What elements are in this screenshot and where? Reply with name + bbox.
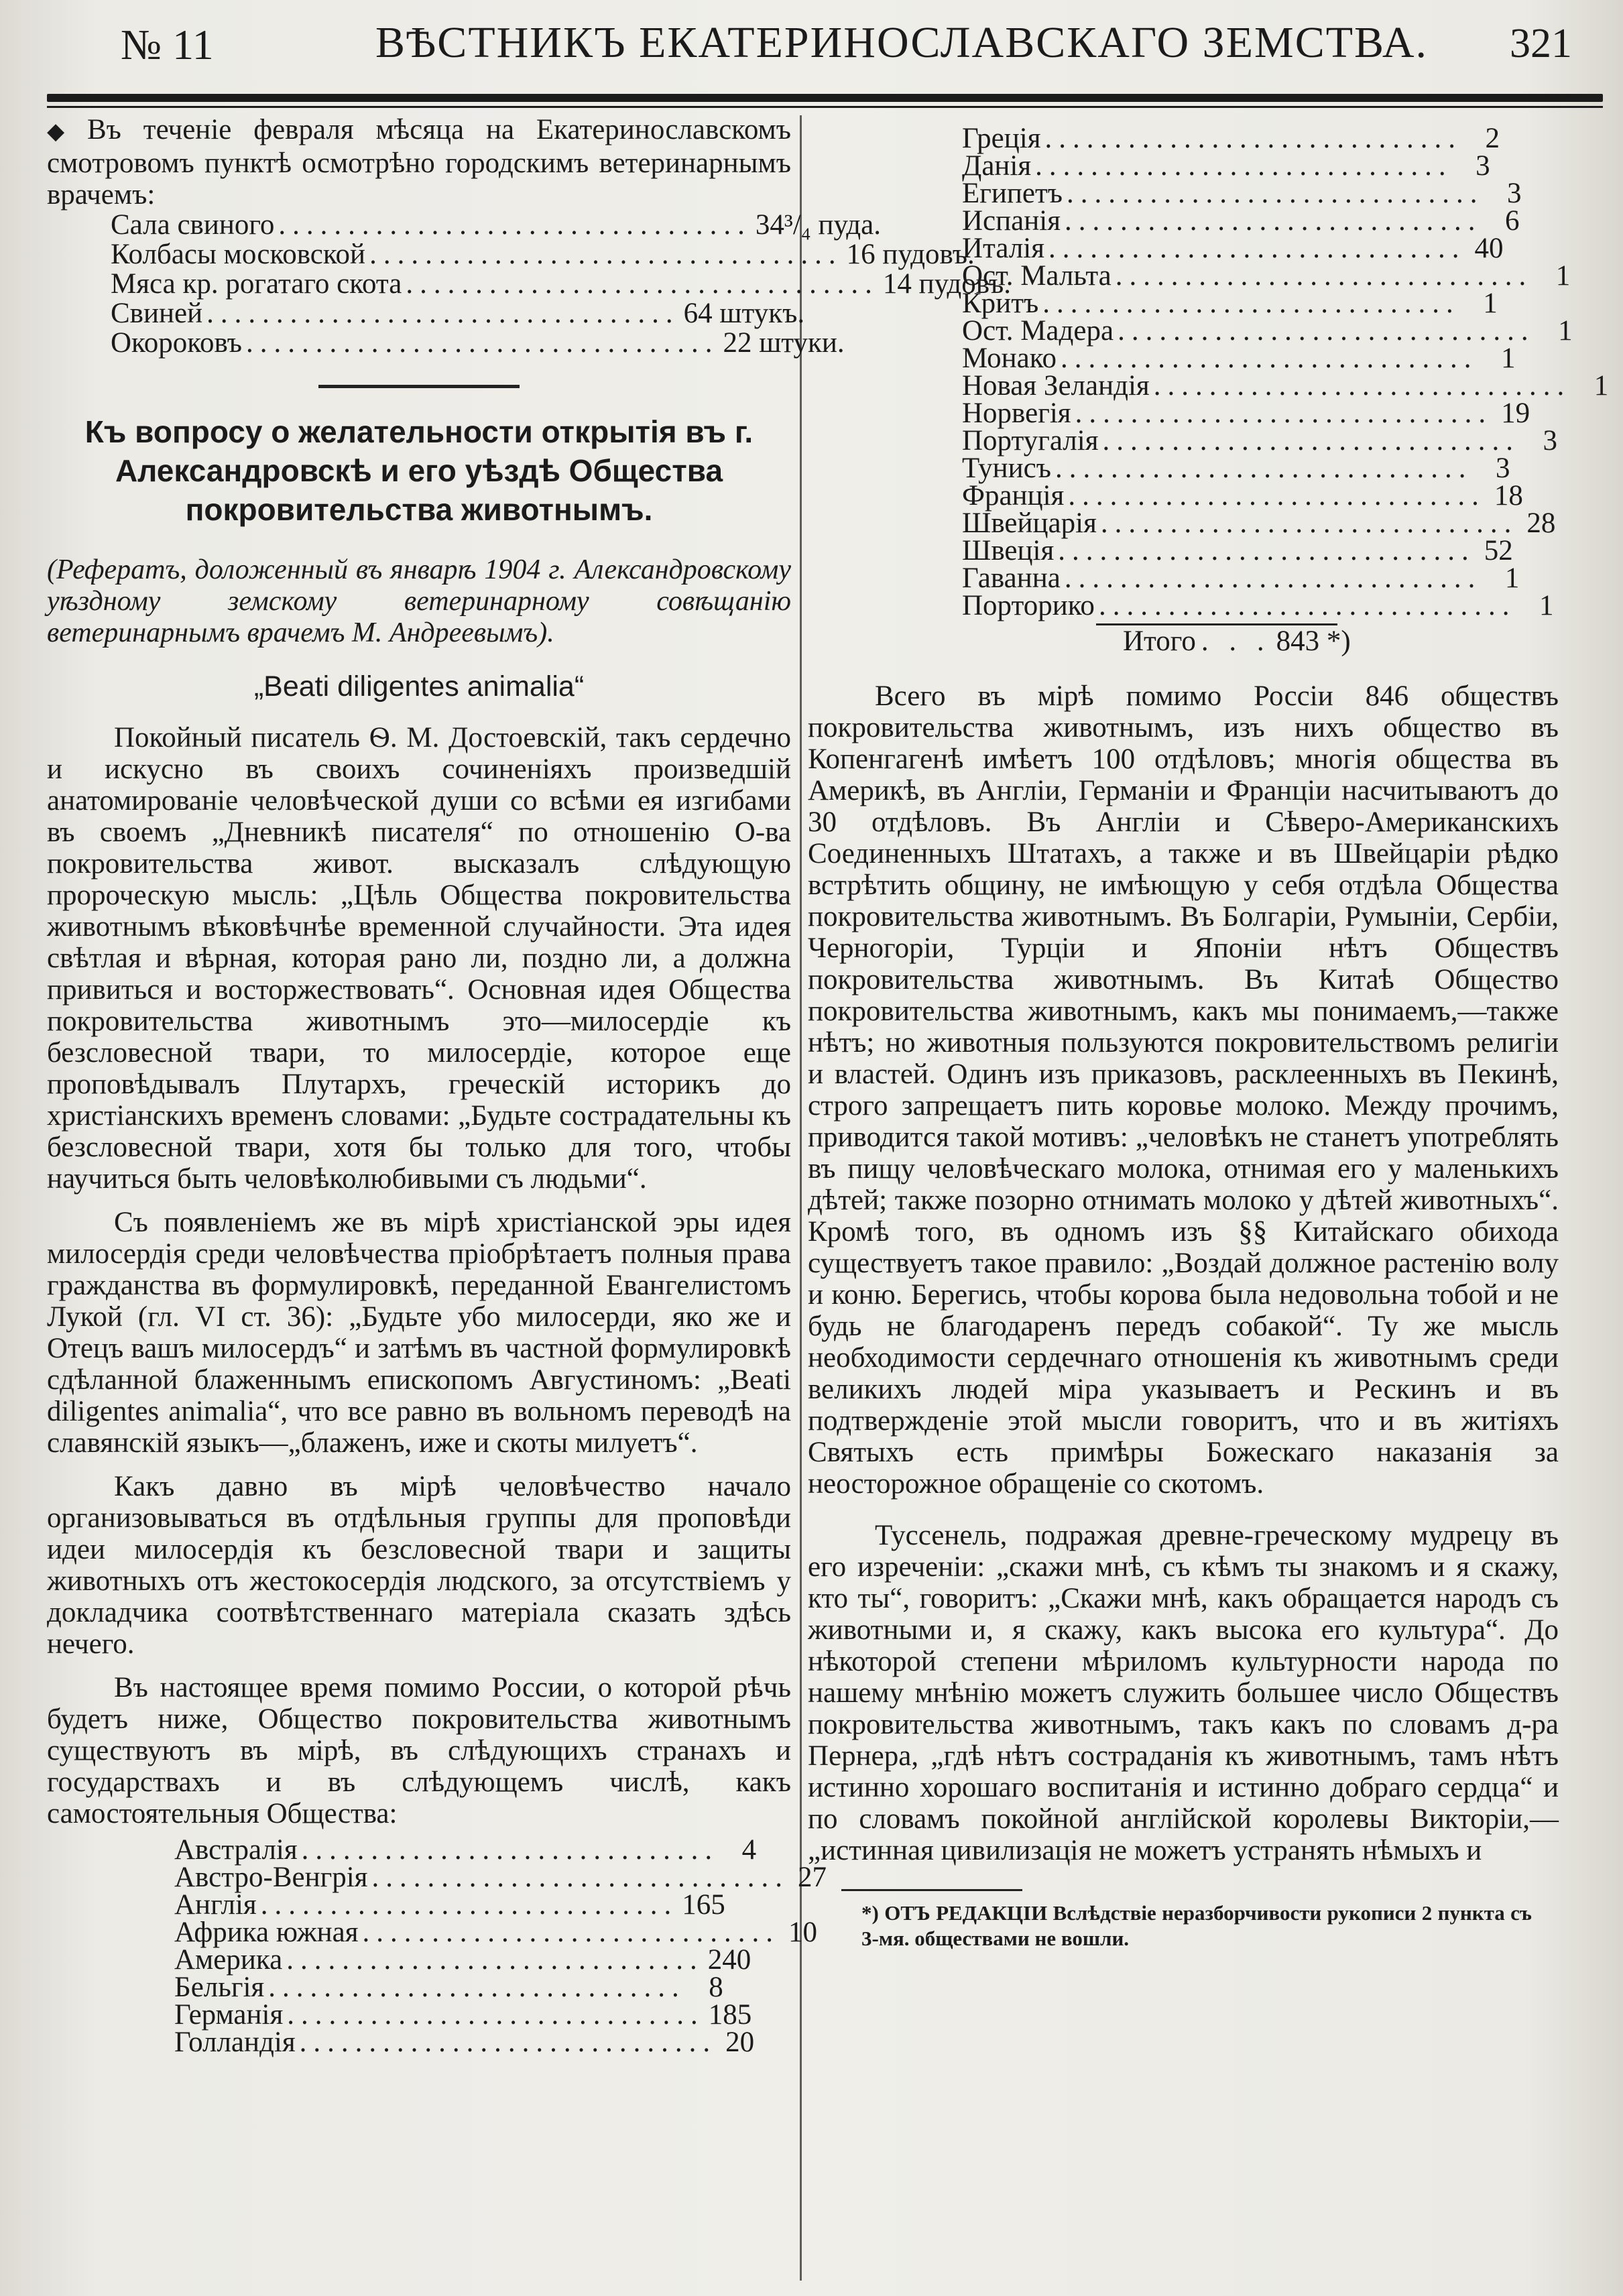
intro-paragraph xyxy=(47,114,791,210)
country-name: Монако xyxy=(962,343,1057,374)
society-count: 6 xyxy=(1504,205,1520,237)
society-count: 8 xyxy=(709,1972,723,2003)
society-count: 52 xyxy=(1484,535,1513,566)
inspection-item: Окороковъ .................................. 22 штуки. xyxy=(111,327,845,359)
country-name: Гаванна xyxy=(962,562,1061,594)
society-count: 18 xyxy=(1494,480,1523,511)
inspection-item: Мяса кр. рогатаго скота .................................. 14 пудовъ. xyxy=(111,268,1011,300)
total-value: 843 *) xyxy=(1276,625,1351,657)
country-name: Греція xyxy=(962,123,1041,154)
country-row: Португалія .............................. 3 xyxy=(962,425,1557,457)
country-name: Ост. Мадера xyxy=(962,315,1114,347)
country-name: Данія xyxy=(962,150,1032,182)
country-list-right xyxy=(808,123,1609,621)
total-label: Итого xyxy=(1123,625,1196,657)
country-name: Норвегія xyxy=(962,398,1071,429)
country-name: Америка xyxy=(174,1944,283,1976)
society-count: 1 xyxy=(1483,288,1498,319)
country-name: Порторико xyxy=(962,590,1095,621)
society-count: 240 xyxy=(707,1944,752,1976)
country-row: Африка южная .............................. 10 xyxy=(174,1917,818,1948)
country-name: Англія xyxy=(174,1889,257,1921)
country-name: Австро-Венгрія xyxy=(174,1862,368,1893)
country-row: Гаванна .............................. 1 xyxy=(962,562,1520,594)
country-row: Америка .............................. 240 xyxy=(174,1944,752,1976)
country-name: Бельгія xyxy=(174,1972,265,2003)
society-count: 165 xyxy=(682,1889,725,1921)
paragraph: Туссенель, подражая древне-греческому мудрецу въ его изреченіи: „скажи мнѣ, съ кѣмъ ты знакомъ и я скажу, кто ты“, говоритъ: „Скажи мнѣ, какъ обращается народъ съ животными и, я скажу, какъ высока его культура“. До нѣкоторой степени мѣриломъ культурности народа по нашему мнѣнію можетъ служить большее число Обществъ покровительства животнымъ, такъ какъ по словамъ д-ра Пернера, „гдѣ нѣтъ состраданія къ животнымъ, тамъ нѣтъ истинно хорошаго воспитанія и истинно добраго сердца“ и по словамъ покойной англійской королевы Викторіи,—„истинная цивилизація не можетъ устранять нѣмыхъ и xyxy=(808,1520,1559,1866)
country-row: Греція .............................. 2 xyxy=(962,123,1500,154)
society-count: 2 xyxy=(1485,123,1500,154)
country-row: Швеція .............................. 52 xyxy=(962,535,1513,566)
issue-number: № 11 xyxy=(121,21,214,68)
country-row: Египетъ .............................. 3 xyxy=(962,178,1522,209)
country-row: Ост. Мадера .............................. 1 xyxy=(962,315,1573,347)
society-count: 40 xyxy=(1474,233,1504,264)
country-row: Швейцарія .............................. 28 xyxy=(962,507,1556,539)
society-count: 28 xyxy=(1526,507,1556,539)
country-name: Ост. Мальта xyxy=(962,260,1111,292)
country-name: Швейцарія xyxy=(962,507,1097,539)
country-name: Германія xyxy=(174,1999,284,2031)
section-divider xyxy=(318,385,520,388)
country-row: Германія .............................. 185 xyxy=(174,1999,752,2031)
country-row: Австро-Венгрія .............................. 27 xyxy=(174,1862,827,1893)
country-row: Италія .............................. 40 xyxy=(962,233,1504,264)
country-row: Франція .............................. 18 xyxy=(962,480,1523,511)
header-rule-thin xyxy=(47,106,1603,108)
society-count: 1 xyxy=(1558,315,1573,347)
country-list-left xyxy=(47,1834,827,2058)
country-name: Голландія xyxy=(174,2027,296,2058)
page-header xyxy=(47,12,1576,76)
country-row: Тунисъ .............................. 3 xyxy=(962,452,1510,484)
society-count: 1 xyxy=(1500,343,1516,374)
country-row: Критъ .............................. 1 xyxy=(962,288,1498,319)
country-row: Данія .............................. 3 xyxy=(962,150,1490,182)
society-count: 10 xyxy=(788,1917,818,1948)
country-row: Австралія .............................. 4 xyxy=(174,1834,757,1866)
society-count: 3 xyxy=(1507,178,1522,209)
paragraph: Съ появленіемъ же въ мірѣ христіанской эры идея милосердія среди человѣчества пріобрѣтаетъ полныя права гражданства въ формулировкѣ, переданной Евангелистомъ Лукой (гл. VI ст. 36): „Будьте убо милосерди, яко же и Отецъ вашъ милосердъ“ и затѣмъ въ частной формулировкѣ сдѣланной блаженнымъ епископомъ Августиномъ: „Beati diligentes animalia“, что все равно въ вольномъ переводѣ на славянскій языкъ—„блаженъ, иже и скоты милуетъ“. xyxy=(47,1207,791,1459)
country-row: Голландія .............................. 20 xyxy=(174,2027,755,2058)
country-row: Монако .............................. 1 xyxy=(962,343,1516,374)
society-count: 20 xyxy=(725,2027,755,2058)
country-name: Швеція xyxy=(962,535,1055,566)
society-count: 1 xyxy=(1504,562,1520,594)
paragraph: Въ настоящее время помимо России, о которой рѣчь будетъ ниже, Общество покровительства животнымъ существуютъ въ мірѣ, въ слѣдующихъ странахъ и государствахъ и въ слѣдующемъ числѣ, какъ самостоятельныя Общества: xyxy=(47,1672,791,1829)
page-number: 321 xyxy=(1510,21,1572,66)
country-name: Критъ xyxy=(962,288,1039,319)
inspection-item: Свиней .................................. 64 штукъ. xyxy=(111,298,805,329)
country-row: Бельгія .............................. 8 xyxy=(174,1972,723,2003)
country-name: Тунисъ xyxy=(962,452,1051,484)
country-row: Норвегія .............................. 19 xyxy=(962,398,1530,429)
society-count: 3 xyxy=(1476,150,1490,182)
epigraph: „Beati diligentes animalia“ xyxy=(253,670,585,703)
country-name: Африка южная xyxy=(174,1917,359,1948)
footnote: *) ОТЪ РЕДАКЦІИ Вслѣдствіе неразборчивости рукописи 2 пункта съ 3-мя. обществами не вошли. xyxy=(861,1901,1532,1950)
country-row: Англія .............................. 165 xyxy=(174,1889,725,1921)
intro-text: Въ теченіе февраля мѣсяца на Екатеринославскомъ смотровомъ пунктѣ осмотрѣно городскимъ ветеринарнымъ врачемъ: xyxy=(47,114,791,210)
society-count: 3 xyxy=(1543,425,1557,457)
paragraph: Покойный писатель Ѳ. М. Достоевскій, такъ сердечно и искусно въ своихъ сочиненіяхъ произведшій анатомированіе человѣческой души со всѣми ея изгибами въ своемъ „Дневникѣ писателя“ по отношенію О-ва покровительства живот. высказалъ слѣдующую пророческую мысль: „Цѣль Общества покровительства животнымъ вѣковѣчнѣе временной случайности. Эта идея свѣтлая и вѣрная, которая рано ли, поздно ли, а должна привиться и восторжествовать“. Основная идея Общества покровительства животнымъ это—милосердіе къ безсловесной твари, то милосердіе, которое еще проповѣдывалъ Плутархъ, греческій историкъ до христіанскихъ временъ словами: „Будьте сострадательны къ безсловесной твари, хотя бы только для того, чтобы научиться быть человѣколюбивыми съ людьми“. xyxy=(47,722,791,1195)
country-name: Испанія xyxy=(962,205,1061,237)
right-column xyxy=(808,114,1609,1951)
country-name: Португалія xyxy=(962,425,1099,457)
country-name: Франція xyxy=(962,480,1065,511)
society-count: 185 xyxy=(708,1999,752,2031)
paragraph: Какъ давно въ мірѣ человѣчество начало организовываться въ отдѣльныя группы для проповѣди идеи милосердія къ безсловесной твари и защиты животныхъ отъ жестокосердія людского, за отсутствіемъ у докладчика соотвѣтственнаго матеріала сказать здѣсь нечего. xyxy=(47,1471,791,1660)
society-count: 27 xyxy=(797,1862,827,1893)
journal-title: ВѢСТНИКЪ ЕКАТЕРИНОСЛАВСКАГО ЗЕМСТВА. xyxy=(375,18,1429,67)
country-name: Новая Зеландія xyxy=(962,370,1150,402)
society-count: 4 xyxy=(741,1834,757,1866)
footnote-rule xyxy=(841,1889,1022,1891)
bullet-icon: ◆ xyxy=(47,119,65,144)
society-count: 3 xyxy=(1495,452,1510,484)
country-row: Порторико .............................. 1 xyxy=(962,590,1554,621)
country-row: Ост. Мальта .............................. 1 xyxy=(962,260,1571,292)
country-row: Новая Зеландія .............................. 1 xyxy=(962,370,1609,402)
country-name: Египетъ xyxy=(962,178,1063,209)
inspection-item: Колбасы московской .................................. 16 пудовъ. xyxy=(111,239,975,270)
country-row: Испанія .............................. 6 xyxy=(962,205,1520,237)
header-rule xyxy=(47,94,1603,102)
paragraph: Всего въ мірѣ помимо Россіи 846 обществъ покровительства животнымъ, изъ нихъ общество въ Копенгагенѣ имѣетъ 100 отдѣловъ; многія общества въ Америкѣ, въ Англіи, Германіи и Франціи насчитываютъ до 30 отдѣловъ. Въ Англіи и Сѣверо-Американскихъ Соединенныхъ Штатахъ, а также и въ Швейцаріи рѣдко встрѣтить общину, не имѣющую у себя отдѣла Общества покровительства животнымъ. Въ Болгаріи, Румыніи, Сербіи, Черногоріи, Турціи и Японіи нѣтъ Обществъ покровительства животнымъ. Въ Китаѣ Общество покровительства животнымъ, какъ мы понимаемъ,—также нѣтъ; но животныя пользуются покровительствомъ религіи и властей. Одинъ изъ приказовъ, расклеенныхъ въ Пекинѣ, строго запрещаетъ пить коровье молоко. Между прочимъ, приводится такой мотивъ: „человѣкъ не станетъ употреблять въ пищу человѣческаго молока, отнимая его у маленькихъ дѣтей; также позорно отнимать молоко у дѣтей животныхъ“. Кромѣ того, въ одномъ изъ §§ Китайскаго обихода существуетъ такое правило: „Воздай должное растенію волу и коню. Берегись, чтобы корова была недовольна тобой и не будь не благодаренъ передъ собакой“. Ту же мысль необходимости сердечнаго отношенія къ животнымъ среди великихъ людей міра указываетъ и Рескинъ и въ подтвержденіе этой мысли говоритъ, что и въ житіяхъ Святыхъ есть примѣры Божескаго наказанія за неосторожное обращеніе со скотомъ. xyxy=(808,680,1559,1500)
society-count: 1 xyxy=(1555,260,1571,292)
article-reference: (Рефератъ, доложенный въ январѣ 1904 г. Александровскому уѣздному земскому ветеринарному совѣщанію ветеринарнымъ врачемъ М. Андреевымъ). xyxy=(47,554,791,648)
society-count: 1 xyxy=(1594,370,1609,402)
society-count: 1 xyxy=(1539,590,1554,621)
column-divider xyxy=(800,115,802,2281)
total-row: Итого . . . 843 *) xyxy=(1123,625,1351,657)
country-name: Австралія xyxy=(174,1834,298,1866)
inspection-item: Сала свиного .................................. 34³/₄ пуда. xyxy=(111,209,882,241)
society-count: 19 xyxy=(1501,398,1530,429)
article-heading: Къ вопросу о желательности открытія въ г. Александровскѣ и его уѣздѣ Общества покровительства животнымъ. xyxy=(84,414,754,527)
country-name: Италія xyxy=(962,233,1045,264)
